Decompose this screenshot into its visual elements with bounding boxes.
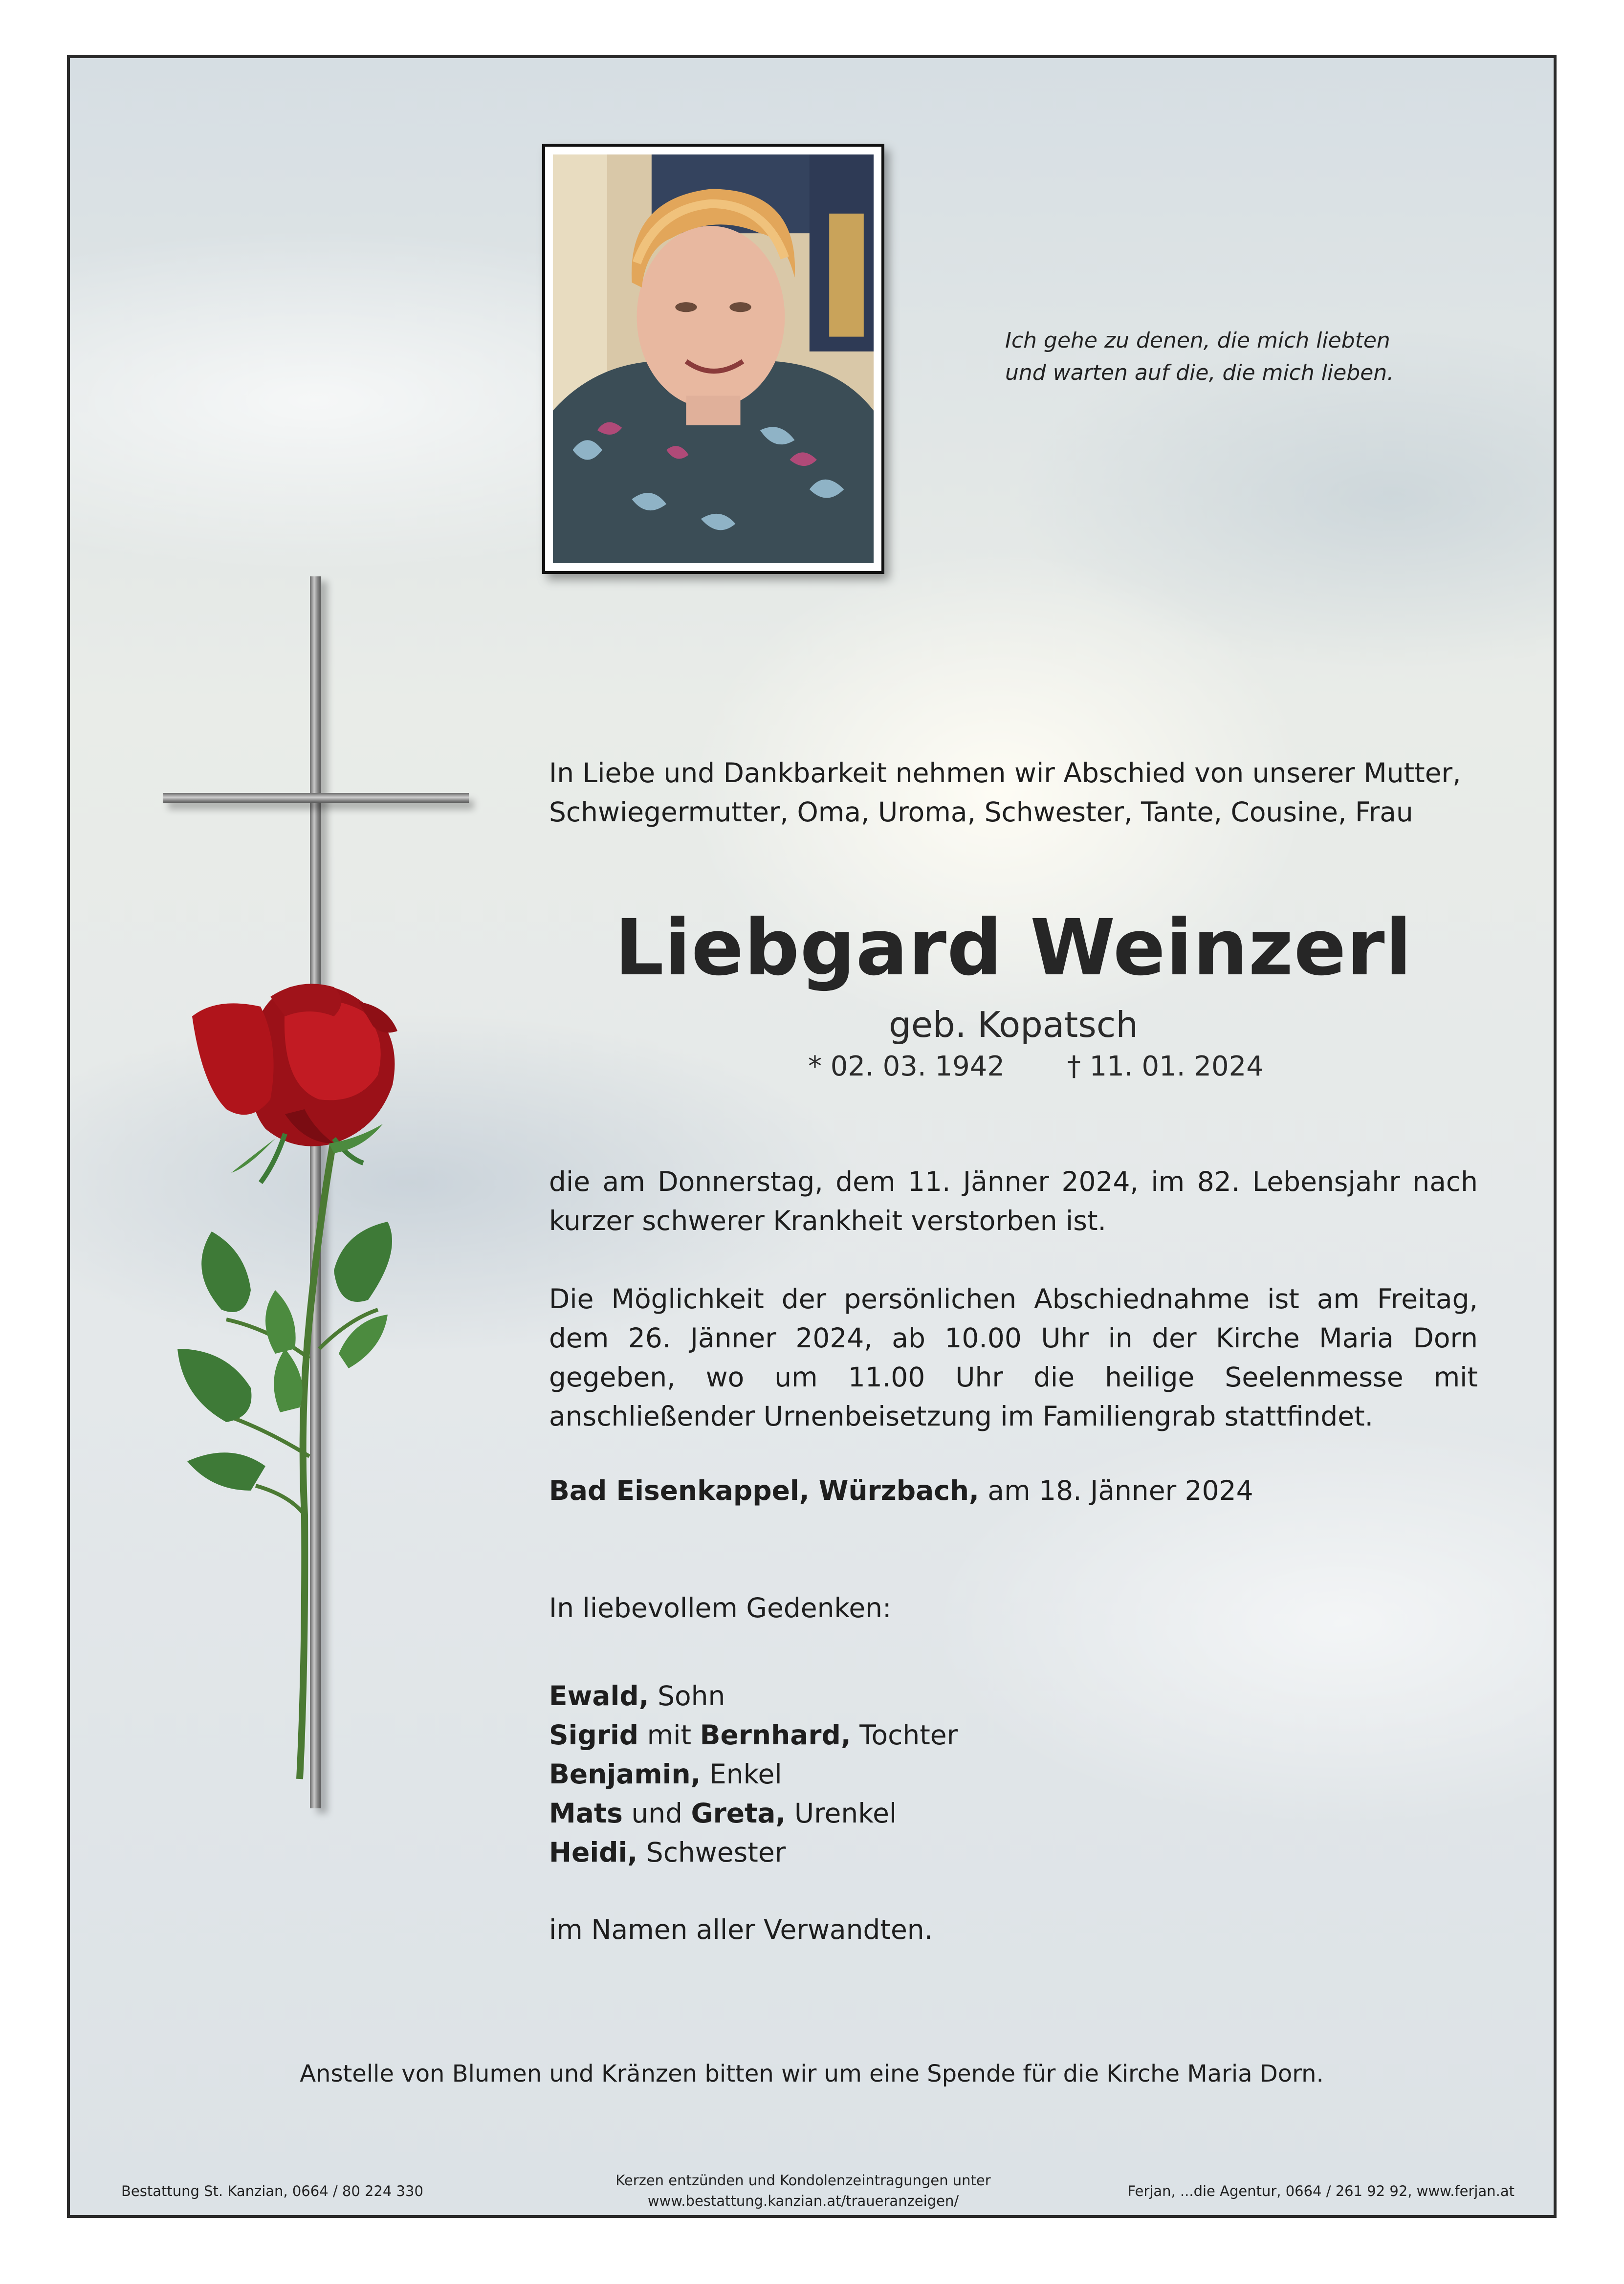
birth-name: geb. Kopatsch [889, 1004, 1138, 1045]
memorial-quote: Ich gehe zu denen, die mich liebten und warten auf die, die mich lieben. [1005, 328, 1394, 385]
place: Bad Eisenkappel, Würzbach, [549, 1475, 979, 1506]
death-notice-paragraph: die am Donnerstag, dem 11. Jänner 2024, im 82. Lebensjahr nach kurzer schwerer Krankheit verstorben ist. [549, 1166, 1478, 1236]
family-list [549, 1676, 958, 1872]
family-member: Sigrid mit Bernhard, Tochter [549, 1719, 958, 1751]
portrait-photo [553, 154, 874, 563]
life-dates [808, 1051, 1264, 1082]
donation-request: Anstelle von Blumen und Kränzen bitten wir um eine Spende für die Kirche Maria Dorn. [300, 2060, 1324, 2087]
family-member: Mats und Greta, Urenkel [549, 1798, 897, 1829]
gedenken-heading: In liebevollem Gedenken: [549, 1592, 892, 1624]
family-member: Ewald, Sohn [549, 1680, 725, 1712]
deceased-name: Liebgard Weinzerl [614, 903, 1412, 993]
family-member: Heidi, Schwester [549, 1837, 786, 1868]
farewell-details-paragraph: Die Möglichkeit der persönlichen Abschiednahme ist am Freitag, dem 26. Jänner 2024, ab 10.00 Uhr in der Kirche Maria Dorn gegeben, wo um 11.00 Uhr die heilige Seelenmesse mit anschließender Urnenbeisetzung im Familiengrab stattfindet. [549, 1283, 1478, 1432]
obituary-card [67, 55, 1557, 2218]
footer-condolence-info: Kerzen entzünden und Kondolenzeintragungen unter www.bestattung.kanzian.at/traueranzeigen/ [583, 2170, 1023, 2211]
red-rose-icon [173, 977, 446, 1799]
intro-text: In Liebe und Dankbarkeit nehmen wir Abschied von unserer Mutter, Schwiegermutter, Oma, Uroma, Schwester, Tante, Cousine, Frau [549, 757, 1461, 828]
portrait-photo-frame [542, 144, 884, 574]
cross-horizontal-beam [163, 793, 469, 803]
footer-funeral-home: Bestattung St. Kanzian, 0664 / 80 224 330 [121, 2183, 423, 2199]
place-and-date [549, 1471, 1478, 1510]
family-member: Benjamin, Enkel [549, 1758, 782, 1790]
footer-agency: Ferjan, ...die Agentur, 0664 / 261 92 92, www.ferjan.at [1127, 2183, 1514, 2199]
death-date: † 11. 01. 2024 [1067, 1051, 1264, 1082]
condolence-link[interactable]: www.bestattung.kanzian.at/traueranzeigen/ [647, 2193, 959, 2209]
birth-date: * 02. 03. 1942 [808, 1051, 1005, 1082]
date: am 18. Jänner 2024 [979, 1475, 1253, 1506]
closing-line: im Namen aller Verwandten. [549, 1914, 933, 1945]
